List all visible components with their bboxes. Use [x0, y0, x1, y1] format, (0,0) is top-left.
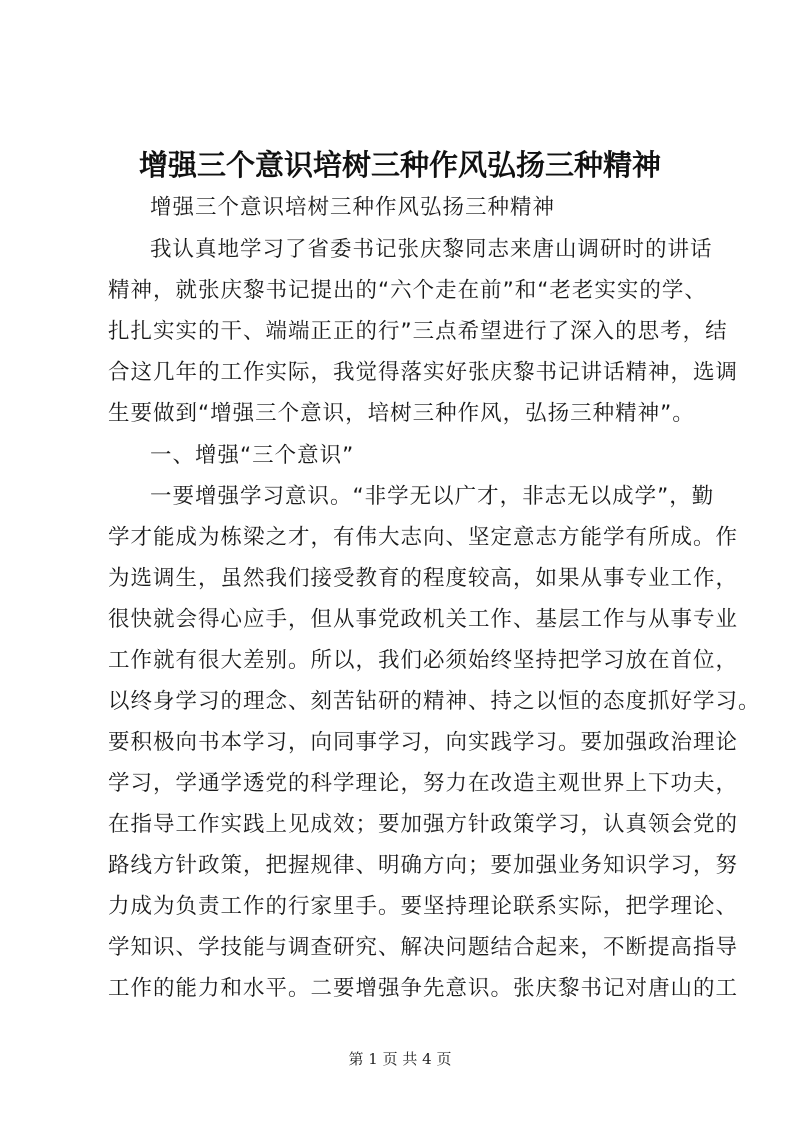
body-line: 我认真地学习了省委书记张庆黎同志来唐山调研时的讲话	[150, 237, 713, 262]
page-number: 第 1 页 共 4 页	[348, 1050, 452, 1068]
body-line: 学习，学通学透党的科学理论，努力在改造主观世界上下功夫，	[108, 771, 739, 796]
body-line: 以终身学习的理念、刻苦钻研的精神、持之以恒的态度抓好学习。	[108, 689, 761, 714]
body-line: 路线方针政策，把握规律、明确方向；要加强业务知识学习，努	[108, 853, 739, 878]
body-line: 为选调生，虽然我们接受教育的程度较高，如果从事专业工作，	[108, 566, 739, 591]
body-line: 很快就会得心应手，但从事党政机关工作、基层工作与从事专业	[108, 607, 739, 632]
body-line: 精神，就张庆黎书记提出的“六个走在前”和“老老实实的学、	[108, 278, 707, 303]
subtitle-line: 增强三个意识培树三种作风弘扬三种精神	[150, 195, 556, 220]
body-line: 学知识、学技能与调查研究、解决问题结合起来，不断提高指导	[108, 935, 739, 960]
document-title: 增强三个意识培树三种作风弘扬三种精神	[138, 148, 661, 182]
body-line: 合这几年的工作实际，我觉得落实好张庆黎书记讲话精神，选调	[108, 360, 739, 385]
body-line: 工作的能力和水平。二要增强争先意识。张庆黎书记对唐山的工	[108, 976, 739, 1001]
body-line: 学才能成为栋梁之才，有伟大志向、坚定意志方能学有所成。作	[108, 525, 739, 550]
body-line: 力成为负责工作的行家里手。要坚持理论联系实际，把学理论、	[108, 894, 739, 919]
body-line: 要积极向书本学习，向同事学习，向实践学习。要加强政治理论	[108, 730, 739, 755]
body-line: 工作就有很大差别。所以，我们必须始终坚持把学习放在首位，	[108, 648, 739, 673]
body-line: 扎扎实实的干、端端正正的行”三点希望进行了深入的思考，结	[108, 319, 728, 344]
section-heading: 一、增强“三个意识”	[150, 443, 355, 468]
body-line: 生要做到“增强三个意识，培树三种作风，弘扬三种精神”。	[108, 401, 695, 426]
body-line: 一要增强学习意识。“非学无以广才，非志无以成学”，勤	[150, 484, 715, 509]
body-line: 在指导工作实践上见成效；要加强方针政策学习，认真领会党的	[108, 812, 739, 837]
